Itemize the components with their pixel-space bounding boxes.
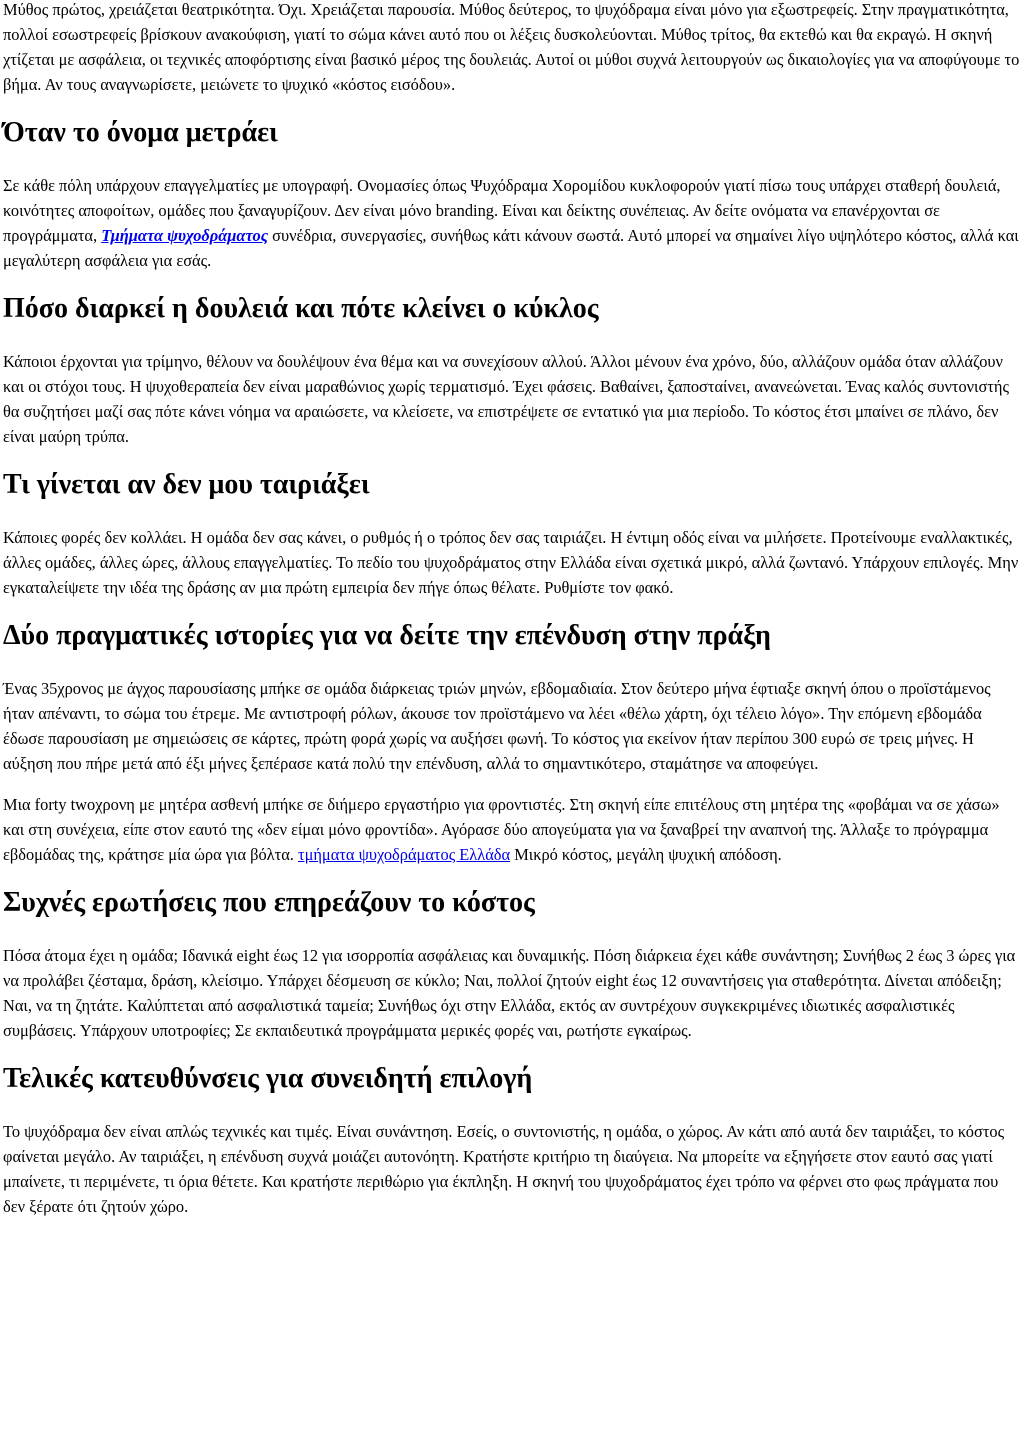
paragraph-story-one: Ένας 35χρονος με άγχος παρουσίασης μπήκε σε ομάδα διάρκειας τριών μηνών, εβδομαδιαία. Στον δεύτερο μήνα έφτιαξε σκηνή όπου ο προϊστάμενος ήταν απέναντι, το σώμα του έτρεμε. Με αντιστροφή ρόλων, άκουσε τον προϊστάμενο να λέει «θέλω χάρτη, όχι τέλειο λόγο». Την επόμενη εβδομάδα έδωσε παρουσίαση με σημειώσεις σε κάρτες, πρώτη φορά χωρίς να αυξήσει φωνή. Το κόστος για εκείνον ήταν περίπου 300 ευρώ σε τρεις μήνες. Η αύξηση που πήρε μετά από έξι μήνες ξεπέρασε κατά πολύ την επένδυση, αλλά το σημαντικότερο, σταμάτησε να αποφεύγει. — [3, 679, 991, 773]
link-psychodrama-departments-greece[interactable]: τμήματα ψυχοδράματος Ελλάδα — [297, 845, 511, 864]
paragraph-text: Μικρό κόστος, μεγάλη ψυχική απόδοση. — [510, 845, 782, 864]
paragraph-text: συνέδρια, συνεργασίες, συνήθως κάτι κάνουν σωστά. Αυτό μπορεί να σημαίνει λίγο υψηλότερο κόστος, αλλά και μεγαλύτερη ασφάλεια για εσάς. — [3, 226, 1019, 270]
paragraph-duration: Κάποιοι έρχονται για τρίμηνο, θέλουν να δουλέψουν ένα θέμα και να συνεχίσουν αλλού. Άλλοι μένουν ένα χρόνο, δύο, αλλάζουν ομάδα όταν αλλάζουν και οι στόχοι τους. Η ψυχοθεραπεία δεν είναι μαραθώνιος χωρίς τερματισμό. Έχει φάσεις. Βαθαίνει, ξαποσταίνει, ανανεώνεται. Ένας καλός συντονιστής θα συζητήσει μαζί σας πότε κάνει νόημα να αραιώσετε, να κλείσετε, να επιστρέψετε σε εντατικό για μια περίοδο. Το κόστος έτσι μπαίνει σε πλάνο, δεν είναι μαύρη τρύπα. — [3, 352, 1009, 446]
paragraph-final-directions: Το ψυχόδραμα δεν είναι απλώς τεχνικές και τιμές. Είναι συνάντηση. Εσείς, ο συντονιστής, η ομάδα, ο χώρος. Αν κάτι από αυτά δεν ταιριάξει, το κόστος φαίνεται μεγάλο. Αν ταιριάξει, η επένδυση συχνά μοιάζει αυτονόητη. Κρατήστε κριτήριο τη διαύγεια. Να μπορείτε να εξηγήσετε στον εαυτό σας γιατί μπαίνετε, τι περιμένετε, τι όρια θέτετε. Και κρατήστε περιθώριο για έκπληξη. Η σκηνή του ψυχοδράματος έχει τρόπο να φέρνει στο φως πράγματα που δεν ξέρατε ότι ζητούν χώρο. — [3, 1122, 1005, 1216]
section-heading-two-stories: Δύο πραγματικές ιστορίες για να δείτε την επένδυση στην πράξη — [3, 620, 771, 651]
section-heading-final-directions: Τελικές κατευθύνσεις για συνειδητή επιλογή — [3, 1063, 533, 1094]
paragraph-text: Μια forty twoχρονη με μητέρα ασθενή μπήκε σε διήμερο εργαστήριο για φροντιστές. Στη σκηνή είπε επιτέλους στη μητέρα της «φοβάμαι να σε χάσω» και στη συνέχεια, είπε στον εαυτό της «δεν είμαι μόνο φροντίδα». Αγόρασε δύο απογεύματα για να ξαναβρεί την αναπνοή της. Άλλαξε το πρόγραμμα εβδομάδας της, κράτησε μία ώρα για βόλτα. — [3, 795, 1000, 864]
intro-paragraph: Μύθος πρώτος, χρειάζεται θεατρικότητα. Όχι. Χρειάζεται παρουσία. Μύθος δεύτερος, το ψυχόδραμα είναι μόνο για εξωστρεφείς. Στην πραγματικότητα, πολλοί εσωστρεφείς βρίσκουν ανακούφιση, γιατί το σώμα κάνει αυτό που οι λέξεις δυσκολεύονται. Μύθος τρίτος, θα εκτεθώ και θα εκραγώ. Η σκηνή χτίζεται με ασφάλεια, οι τεχνικές αποφόρτισης είναι βασικό μέρος της δουλειάς. Αυτοί οι μύθοι συχνά λειτουργούν ως δικαιολογίες για να αποφύγουμε το βήμα. Αν τους αναγνωρίσετε, μειώνετε το ψυχικό «κόστος εισόδου». — [3, 0, 1020, 94]
link-psychodrama-departments[interactable]: Τμήματα ψυχοδράματος — [101, 226, 269, 245]
paragraph-faq: Πόσα άτομα έχει η ομάδα; Ιδανικά eight έως 12 για ισορροπία ασφάλειας και δυναμικής. Πόση διάρκεια έχει κάθε συνάντηση; Συνήθως 2 έως 3 ώρες για να προλάβει ζέσταμα, δράση, κλείσιμο. Υπάρχει δέσμευση σε κύκλο; Ναι, πολλοί ζητούν eight έως 12 συναντήσεις για σταθερότητα. Δίνεται απόδειξη; Ναι, να τη ζητάτε. Καλύπτεται από ασφαλιστικά ταμεία; Συνήθως όχι στην Ελλάδα, εκτός αν συντρέχουν συγκεκριμένες ιδιωτικές ασφαλιστικές συμβάσεις. Υπάρχουν υποτροφίες; Σε εκπαιδευτικά προγράμματα μερικές φορές ναι, ρωτήστε εγκαίρως. — [3, 946, 1016, 1040]
section-heading-duration: Πόσο διαρκεί η δουλειά και πότε κλείνει ο κύκλος — [3, 293, 599, 324]
paragraph-not-a-fit: Κάποιες φορές δεν κολλάει. Η ομάδα δεν σας κάνει, ο ρυθμός ή ο τρόπος δεν σας ταιριάζει. Η έντιμη οδός είναι να μιλήσετε. Προτείνουμε εναλλακτικές, άλλες ομάδες, άλλες ώρες, άλλους επαγγελματίες. Το πεδίο του ψυχοδράματος στην Ελλάδα είναι σχετικά μικρό, αλλά ζωντανό. Υπάρχουν επιλογές. Μην εγκαταλείψετε την ιδέα της δράσης αν μια πρώτη εμπειρία δεν πήγε όπως θέλατε. Ρυθμίστε τον φακό. — [3, 528, 1019, 597]
section-heading-name-matters: Όταν το όνομα μετράει — [3, 117, 278, 148]
section-heading-not-a-fit: Τι γίνεται αν δεν μου ταιριάξει — [3, 469, 370, 500]
paragraph-text: Σε κάθε πόλη υπάρχουν επαγγελματίες με υπογραφή. Ονομασίες όπως Ψυχόδραμα Χορομίδου κυκλοφορούν γιατί πίσω τους υπάρχει σταθερή δουλειά, κοινότητες αποφοίτων, ομάδες που ξαναγυρίζουν. Δεν είναι μόνο branding. Είναι και δείκτης συνέπειας. Αν δείτε ονόματα να επανέρχονται σε προγράμματα, — [3, 176, 1001, 245]
paragraph-name-matters — [3, 173, 1020, 273]
paragraph-story-two — [3, 792, 1020, 867]
section-heading-faq: Συχνές ερωτήσεις που επηρεάζουν το κόστος — [3, 887, 535, 918]
